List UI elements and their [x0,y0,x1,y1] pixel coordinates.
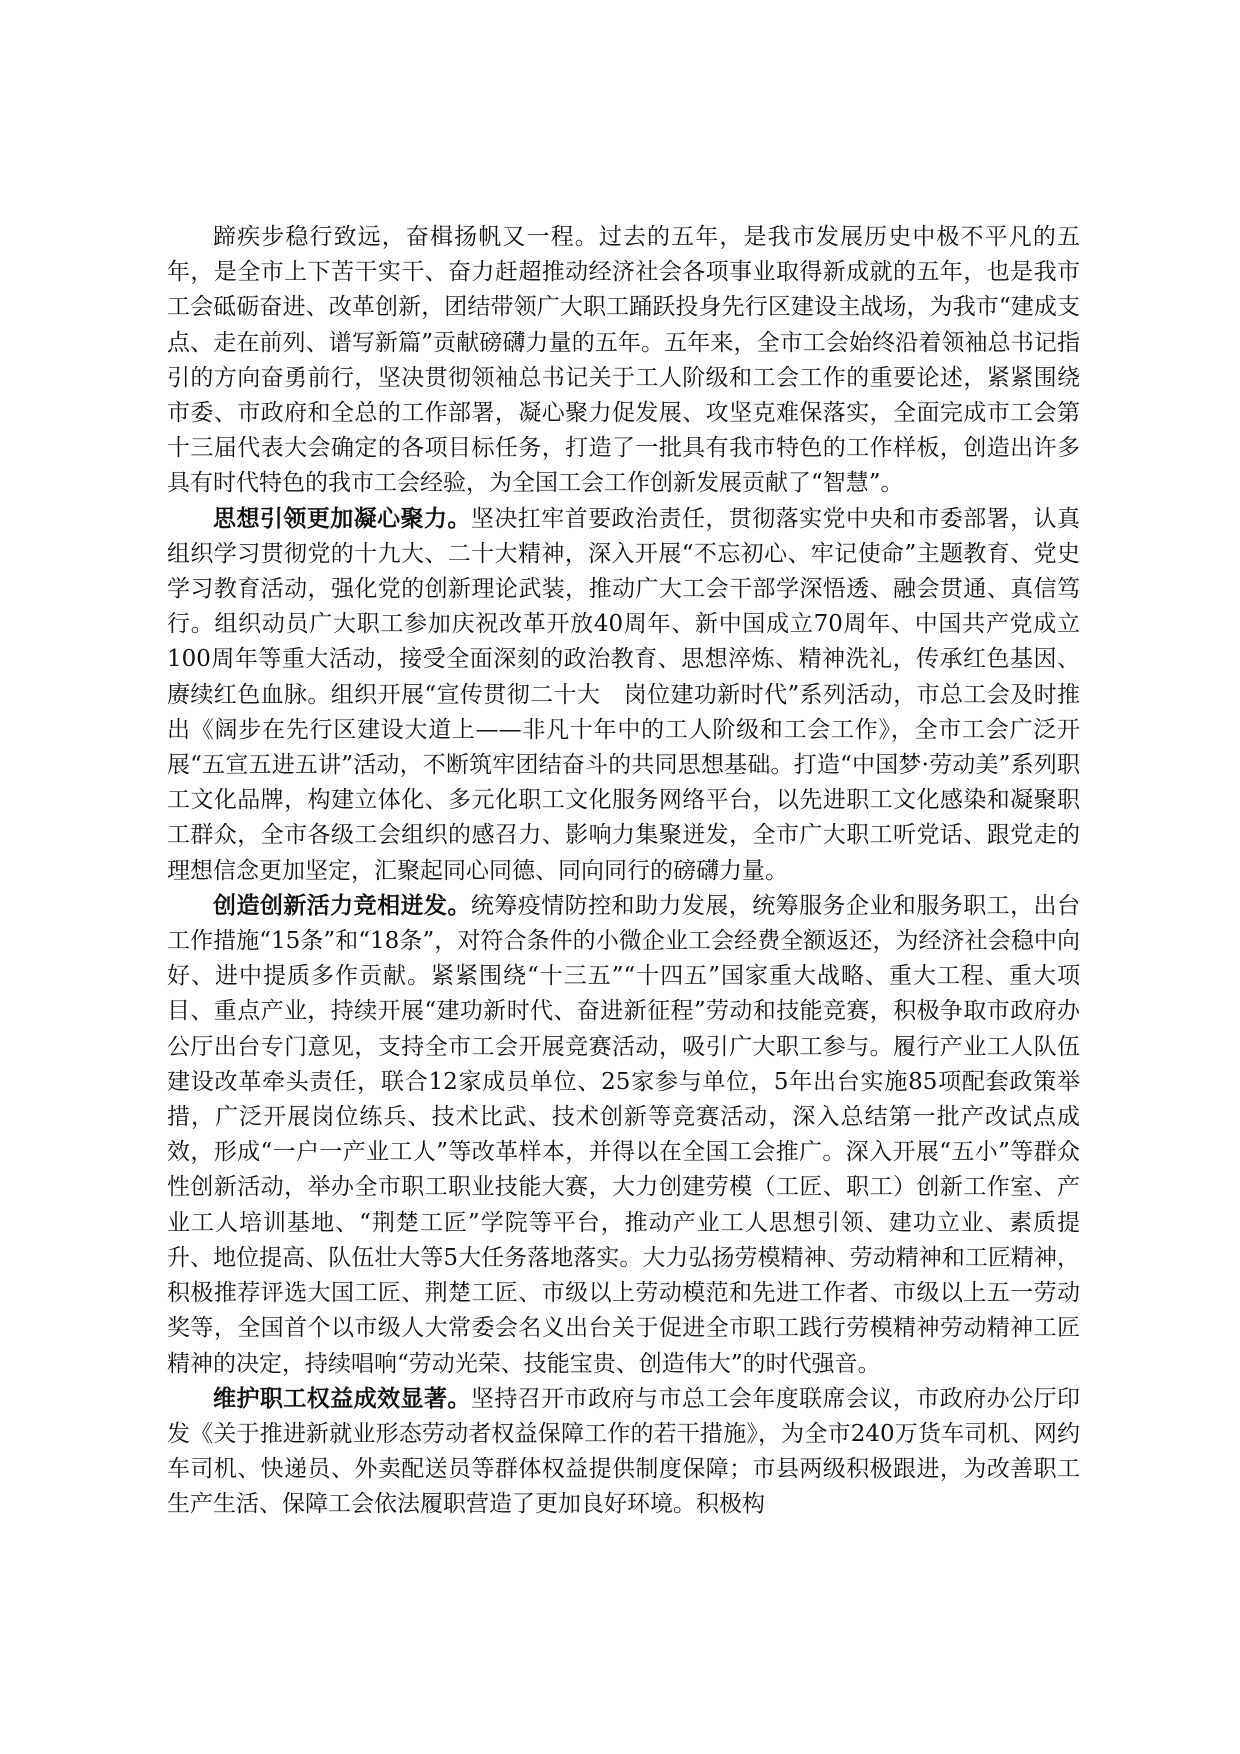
paragraph-rights [167,1382,1080,1523]
paragraph-text: 坚决扛牢首要政治责任，贯彻落实党中央和市委部署，认真组织学习贯彻党的十九大、二十大精神，深入开展“不忘初心、牢记使命”主题教育、党史学习教育活动，强化党的创新理论武装，推动广大工会干部学深悟透、融会贯通、真信笃行。组织动员广大职工参加庆祝改革开放40周年、新中国成立70周年、中国共产党成立100周年等重大活动，接受全面深刻的政治教育、思想淬炼、精神洗礼，传承红色基因、赓续红色血脉。组织开展“宣传贯彻二十大 岗位建功新时代”系列活动，市总工会及时推出《阔步在先行区建设大道上——非凡十年中的工人阶级和工会工作》，全市工会广泛开展“五宣五进五讲”活动，不断筑牢团结奋斗的共同思想基础。打造“中国梦·劳动美”系列职工文化品牌，构建立体化、多元化职工文化服务网络平台，以先进职工文化感染和凝聚职工群众，全市各级工会组织的感召力、影响力集聚迸发，全市广大职工听党话、跟党走的理想信念更加坚定，汇聚起同心同德、同向同行的磅礴力量。 [167,505,1081,884]
paragraph-lead: 维护职工权益成效显著。 [213,1385,471,1412]
paragraph-ideology [167,502,1080,889]
paragraph-text: 统筹疫情防控和助力发展，统筹服务企业和服务职工，出台工作措施“15条”和“18条”，对符合条件的小微企业工会经费全额返还，为经济社会稳中向好、进中提质多作贡献。紧紧围绕“十三五”“十四五”国家重大战略、重大工程、重大项目、重点产业，持续开展“建功新时代、奋进新征程”劳动和技能竞赛，积极争取市政府办公厅出台专门意见，支持全市工会开展竞赛活动，吸引广大职工参与。履行产业工人队伍建设改革牵头责任，联合12家成员单位、25家参与单位，5年出台实施85项配套政策举措，广泛开展岗位练兵、技术比武、技术创新等竞赛活动，深入总结第一批产改试点成效，形成“一户一产业工人”等改革样本，并得以在全国工会推广。深入开展“五小”等群众性创新活动，举办全市职工职业技能大赛，大力创建劳模（工匠、职工）创新工作室、产业工人培训基地、“荆楚工匠”学院等平台，推动产业工人思想引领、建功立业、素质提升、地位提高、队伍壮大等5大任务落地落实。大力弘扬劳模精神、劳动精神和工匠精神，积极推荐评选大国工匠、荆楚工匠、市级以上劳动模范和先进工作者、市级以上五一劳动奖等，全国首个以市级人大常委会名义出台关于促进全市职工践行劳模精神劳动精神工匠精神的决定，持续唱响“劳动光荣、技能宝贵、创造伟大”的时代强音。 [167,892,1081,1377]
paragraph-text: 蹄疾步稳行致远，奋楫扬帆又一程。过去的五年，是我市发展历史中极不平凡的五年，是全市上下苦干实干、奋力赶超推动经济社会各项事业取得新成就的五年，也是我市工会砥砺奋进、改革创新，团结带领广大职工踊跃投身先行区建设主战场，为我市“建成支点、走在前列、谱写新篇”贡献磅礴力量的五年。五年来，全市工会始终沿着领袖总书记指引的方向奋勇前行，坚决贯彻领袖总书记关于工人阶级和工会工作的重要论述，紧紧围绕市委、市政府和全总的工作部署，凝心聚力促发展、攻坚克难保落实，全面完成市工会第十三届代表大会确定的各项目标任务，打造了一批具有我市特色的工作样板，创造出许多具有时代特色的我市工会经验，为全国工会工作创新发展贡献了“智慧”。 [167,224,1080,497]
paragraph-intro [167,220,1080,502]
paragraph-lead: 思想引领更加凝心聚力。 [213,505,471,532]
paragraph-text: 坚持召开市政府与市总工会年度联席会议，市政府办公厅印发《关于推进新就业形态劳动者权益保障工作的若干措施》，为全市240万货车司机、网约车司机、快递员、外卖配送员等群体权益提供制度保障；市县两级积极跟进，为改善职工生产生活、保障工会依法履职营造了更加良好环境。积极构 [167,1385,1081,1518]
document-body [167,220,1080,1523]
paragraph-lead: 创造创新活力竞相迸发。 [213,892,471,919]
paragraph-innovation [167,889,1080,1382]
